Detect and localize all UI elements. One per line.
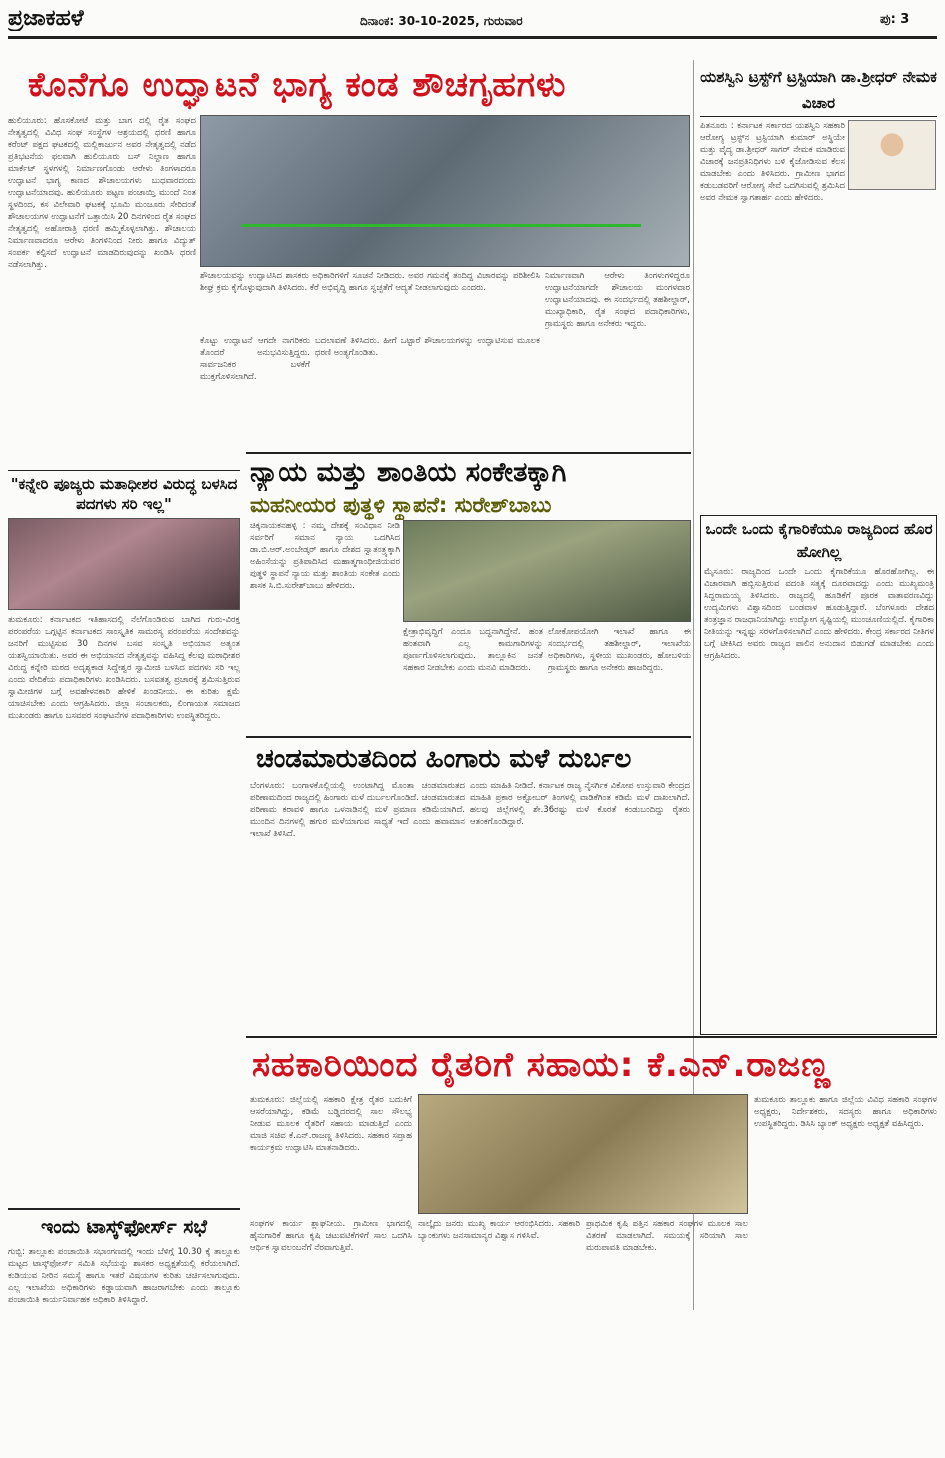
toilets-col2: ಶೌಚಾಲಯವನ್ನು ಉದ್ಘಾಟಿಸಿದ ಶಾಸಕರು ಅಧಿಕಾರಿಗಳಿಗೆ ಸೂಚನೆ ನೀಡಿದರು. ಅವರ ಗಮನಕ್ಕೆ ತಂದಿದ್ದ ವಿಚಾರವನ್ನು ಪರಿಶೀಲಿಸಿ ಶೀಘ್ರ ಕ್ರಮ ಕೈಗೊಳ್ಳುವುದಾಗಿ ತಿಳಿಸಿದರು. ಕೆರೆ ಅಭಿವೃದ್ಧಿ ಹಾಗೂ ಸ್ವಚ್ಛತೆಗೆ ಆದ್ಯತೆ ನೀಡಲಾಗುವುದು ಎಂದರು. [200,271,540,293]
monsoon-col1: ಬೆಂಗಳೂರು: ಬಂಗಾಳಕೊಲ್ಲಿಯಲ್ಲಿ ಉಂಟಾಗಿದ್ದ ಮೊಂತಾ ಚಂಡಮಾರುತದ ಪರಿಣಾಮದಿಂದ ರಾಜ್ಯದಲ್ಲಿ ಹಿಂಗಾರು ಮಳೆ ದುರ್ಬಲಗೊಂಡಿದೆ. ಚಂಡಮಾರುತದ ಪರಿಣಾಮ ಕರಾವಳಿ ಹಾಗೂ ಒಳನಾಡಿನಲ್ಲಿ ಮಳೆ ಪ್ರಮಾಣ ಕಡಿಮೆಯಾಗಿದೆ. ಮುಂದಿನ ದಿನಗಳಲ್ಲಿ ಹಗುರ ಮಳೆಯಾಗುವ ಸಾಧ್ಯತೆ ಇದೆ ಎಂದು ಹವಾಮಾನ ಇಲಾಖೆ ತಿಳಿಸಿದೆ. [250,781,465,839]
masthead-rule [8,36,937,39]
masthead-name: ಪ್ರಜಾಕಹಳೆ [8,6,84,31]
masthead-date: ದಿನಾಂಕ: 30-10-2025, ಗುರುವಾರ [360,14,523,28]
coop-col5: ತುಮಕೂರು ತಾಲ್ಲೂಕು ಹಾಗೂ ಜಿಲ್ಲೆಯ ವಿವಿಧ ಸಹಕಾರಿ ಸಂಘಗಳ ಅಧ್ಯಕ್ಷರು, ನಿರ್ದೇಶಕರು, ಸದಸ್ಯರು ಹಾಗೂ ಅಧಿಕಾರಿಗಳು ಉಪಸ್ಥಿತರಿದ್ದರು. ಡಿಸಿಸಿ ಬ್ಯಾಂಕ್ ಅಧ್ಯಕ್ಷರು ಅಧ್ಯಕ್ಷತೆ ವಹಿಸಿದ್ದರು. [754,1095,937,1129]
quote-rule [8,470,240,471]
industry-body: ಮೈಸೂರು: ರಾಜ್ಯದಿಂದ ಒಂದೇ ಒಂದು ಕೈಗಾರಿಕೆಯೂ ಹೊರಹೋಗಿಲ್ಲ. ಈ ವಿಚಾರವಾಗಿ ಹಬ್ಬಿಸುತ್ತಿರುವ ವದಂತಿ ಸತ್ಯಕ್ಕೆ ದೂರವಾದದ್ದು ಎಂದು ಮುಖ್ಯಮಂತ್ರಿ ಸಿದ್ದರಾಮಯ್ಯ ತಿಳಿಸಿದರು. ರಾಜ್ಯದಲ್ಲಿ ಹೂಡಿಕೆಗೆ ಪೂರಕ ವಾತಾವರಣವಿದ್ದು ಉದ್ಯಮಿಗಳು ವಿಶ್ವಾಸದಿಂದ ಬಂಡವಾಳ ಹೂಡುತ್ತಿದ್ದಾರೆ. ಬೆಂಗಳೂರು ದೇಶದ ತಂತ್ರಜ್ಞಾನ ರಾಜಧಾನಿಯಾಗಿದ್ದು ಉದ್ಯೋಗ ಸೃಷ್ಟಿಯಲ್ಲಿ ಮುಂಚೂಣಿಯಲ್ಲಿದೆ. ಕೈಗಾರಿಕಾ ನೀತಿಯನ್ನು ಇನ್ನಷ್ಟು ಸರಳಗೊಳಿಸಲಾಗಿದೆ ಎಂದು ಹೇಳಿದರು. ಕೇಂದ್ರ ಸರ್ಕಾರದ ನೀತಿಗಳ ಬಗ್ಗೆ ಟೀಕಿಸಿದ ಅವರು ರಾಜ್ಯದ ಪಾಲಿನ ಅನುದಾನ ಬಿಡುಗಡೆ ಮಾಡಬೇಕು ಎಂದು ಆಗ್ರಹಿಸಿದರು. [704,567,934,661]
coop-col3: ನಾಲ್ಕೈದು ಜನರು ಮುಖ್ಯ ಕಾರ್ಯ ಆರಂಭಿಸಿದರು. ಸಹಕಾರಿ ಬ್ಯಾಂಕುಗಳು ಜನಸಾಮಾನ್ಯರ ವಿಶ್ವಾಸ ಗಳಿಸಿವೆ. [418,1219,580,1241]
statue-ceremony-photo [403,520,691,622]
headline-monsoon: ಚಂಡಮಾರುತದಿಂದ ಹಿಂಗಾರು ಮಳೆ ದುರ್ಬಲ [256,744,632,774]
toilets-col1: ಹುಲಿಯೂರು: ಹೊಸಕೋಟೆ ಮತ್ತು ಬಾಗ ದಲ್ಲಿ ರೈತ ಸಂಘದ ನೇತೃತ್ವದಲ್ಲಿ ವಿವಿಧ ಸಂಘ ಸಂಸ್ಥೆಗಳ ಆಶ್ರಯದಲ್ಲಿ ಧರಣಿ ಹಾಗೂ ಕರೆಂಟ್ ಪಕ್ಷದ ಘಟಕದಲ್ಲಿ ಮಲ್ಲಿಕಾರ್ಜುನ ಅವರ ನೇತೃತ್ವದಲ್ಲಿ ನಡೆದ ಪ್ರತಿಭಟನೆಯ ಫಲವಾಗಿ ಹುಲಿಯೂರು ಬಸ್ ನಿಲ್ದಾಣ ಹಾಗೂ ಮಾರ್ಕೆಟ್ ಸ್ಥಳಗಳಲ್ಲಿ ನಿರ್ಮಾಣಗೊಂಡು ಆರೇಳು ತಿಂಗಳಾದರೂ ಉದ್ಘಾಟನೆ ಭಾಗ್ಯ ಕಾಣದ ಶೌಚಾಲಯಗಳು ಬುಧವಾರದಂದು ಉದ್ಘಾಟನೆಯಾದವು. ಹುಲಿಯೂರು ಪಟ್ಟಣ ಪಂಚಾಯ್ತಿ ಮುಂದೆ ನಿಂತ ಸ್ಥಳದಿಂದ, ಕಸ ವಿಲೇವಾರಿ ಘಟಕಕ್ಕೆ ಭೂಮಿ ಮಂಜೂರು ಸೇರಿದಂತೆ ಶೌಚಾಲಯಗಳ ಉದ್ಘಾಟನೆಗೆ ಒತ್ತಾಯಿಸಿ 20 ದಿನಗಳಿಂದ ರೈತ ಸಂಘದ ನೇತೃತ್ವದಲ್ಲಿ ಅಹೋರಾತ್ರಿ ಧರಣಿ ಹಮ್ಮಿಕೊಳ್ಳಲಾಗಿತ್ತು. ಶೌಚಾಲಯ ನಿರ್ಮಾಣವಾದರೂ ಆರೇಳು ತಿಂಗಳಿನಿಂದ ನೀರು ಹಾಗೂ ವಿದ್ಯುತ್ ಸಂಪರ್ಕ ಕಲ್ಪಿಸದೆ ಉದ್ಘಾಟನೆ ಮಾಡದಿರುವುದನ್ನು ಖಂಡಿಸಿ ಧರಣಿ ನಡೆಸಲಾಗಿತ್ತು. [8,116,196,270]
page-number: ಪು: 3 [880,12,910,27]
trust-rule [700,116,937,117]
statue-col1: ಚಿಕ್ಕನಾಯಕನಹಳ್ಳಿ : ನಮ್ಮ ದೇಶಕ್ಕೆ ಸಂವಿಧಾನ ನೀಡಿ ಸರ್ವರಿಗೆ ಸಮಾನ ನ್ಯಾಯ ಒದಗಿಸಿದ ಡಾ.ಬಿ.ಆರ್.ಅಂಬೇಡ್ಕರ್ ಹಾಗೂ ದೇಶದ ಸ್ವಾತಂತ್ರ್ಯಕ್ಕಾಗಿ ಅಹಿಂಸೆಯನ್ನು ಪ್ರತಿಪಾದಿಸಿದ ಮಹಾತ್ಮಗಾಂಧೀಜಿಯವರ ಪುತ್ಥಳಿ ಸ್ಥಾಪನೆ ನ್ಯಾಯ ಮತ್ತು ಶಾಂತಿಯ ಸಂಕೇತ ಎಂದು ಶಾಸಕ ಸಿ.ಬಿ.ಸುರೇಶ್‌ಬಾಬು ಹೇಳಿದರು. [250,521,400,591]
toilets-col5: ನಿರ್ಮಾಣವಾಗಿ ಆರೇಳು ತಿಂಗಳುಗಳಿದ್ದರೂ ಉದ್ಘಾಟನೆಯಾಗದೇ ಶೌಚಾಲಯ ಮಂಗಳವಾರ ಉದ್ಘಾಟನೆಯಾದವು. ಈ ಸಂದರ್ಭದಲ್ಲಿ ತಹಶೀಲ್ದಾರ್, ಮುಖ್ಯಾಧಿಕಾರಿ, ರೈತ ಸಂಘದ ಪದಾಧಿಕಾರಿಗಳು, ಗ್ರಾಮಸ್ಥರು ಹಾಗೂ ಅನೇಕರು ಇದ್ದರು. [545,271,690,329]
trust-body [700,120,937,490]
taskforce-rule [8,1208,240,1210]
coop-event-photo [418,1094,748,1214]
headline-quote: "ಕನ್ನೇರಿ ಪೂಜ್ಯರು ಮತಾಧೀಶರ ವಿರುದ್ಧ ಬಳಸಿದ ಪದಗಳು ಸರಿ ಇಲ್ಲ" [10,475,238,513]
coop-rule [246,1036,937,1038]
headline-statue-1: ನ್ಯಾಯ ಮತ್ತು ಶಾಂತಿಯ ಸಂಕೇತಕ್ಕಾಗಿ [250,457,567,488]
headline-taskforce: ಇಂದು ಟಾಸ್ಕ್‌ಫೋರ್ಸ್ ಸಭೆ [40,1216,208,1238]
statue-col2: ಕ್ಷೇತ್ರಾಭಿವೃದ್ಧಿಗೆ ಎಂದೂ ಬದ್ಧನಾಗಿದ್ದೇನೆ. ಹಂತ ಹಂತವಾಗಿ ಎಲ್ಲ ಕಾಮಗಾರಿಗಳನ್ನು ಪೂರ್ಣಗೊಳಿಸಲಾಗುವುದು. ತಾಲ್ಲೂಕಿನ ಜನತೆ ಸಹಕಾರ ನೀಡಬೇಕು ಎಂದು ಮನವಿ ಮಾಡಿದರು. [403,627,543,673]
ribbon-shape [241,224,641,227]
monsoon-rule [246,736,691,738]
headline-statue-2: ಮಹನೀಯರ ಪುತ್ಥಳಿ ಸ್ಥಾಪನೆ: ಸುರೇಶ್‌ಬಾಬು [250,493,552,517]
headline-toilets: ಕೊನೆಗೂ ಉದ್ಘಾಟನೆ ಭಾಗ್ಯ ಕಂಡ ಶೌಚಗೃಹಗಳು [28,65,567,105]
quote-event-photo [8,518,240,610]
statue-col3: ಲೋಕೋಪಯೋಗಿ ಇಲಾಖೆ ಹಾಗೂ ಈ ಸಂದರ್ಭದಲ್ಲಿ ತಹಶೀಲ್ದಾರ್, ಇಲಾಖೆಯ ಅಧಿಕಾರಿಗಳು, ಸ್ಥಳೀಯ ಮುಖಂಡರು, ಹೋಬಳಿಯ ಗ್ರಾಮಸ್ಥರು ಹಾಗೂ ಅನೇಕರು ಹಾಜರಿದ್ದರು. [548,627,691,673]
coop-col4: ಪ್ರಾಥಮಿಕ ಕೃಷಿ ಪತ್ತಿನ ಸಹಕಾರ ಸಂಘಗಳ ಮೂಲಕ ಸಾಲ ವಿತರಣೆ ಮಾಡಲಾಗಿದೆ. ಸಮಯಕ್ಕೆ ಸರಿಯಾಗಿ ಸಾಲ ಮರುಪಾವತಿ ಮಾಡಬೇಕು. [586,1219,748,1253]
coop-col2: ಸಂಘಗಳ ಕಾರ್ಯ ಶ್ಲಾಘನೀಯ. ಗ್ರಾಮೀಣ ಭಾಗದಲ್ಲಿ ಹೈನುಗಾರಿಕೆ ಹಾಗೂ ಕೃಷಿ ಚಟುವಟಿಕೆಗಳಿಗೆ ಸಾಲ ಒದಗಿಸಿ ಆರ್ಥಿಕ ಸ್ವಾವಲಂಬನೆಗೆ ನೆರವಾಗುತ್ತಿವೆ. [250,1219,412,1253]
statue-rule [246,452,691,454]
taskforce-body: ಗುಬ್ಬಿ: ತಾಲ್ಲೂಕು ಪಂಚಾಯಿತಿ ಸಭಾಂಗಣದಲ್ಲಿ ಇಂದು ಬೆಳಿಗ್ಗೆ 10.30 ಕ್ಕೆ ತಾಲ್ಲೂಕು ಮಟ್ಟದ ಟಾಸ್ಕ್‌ಫೋರ್ಸ್ ಸಮಿತಿ ಸಭೆಯನ್ನು ಶಾಸಕರ ಅಧ್ಯಕ್ಷತೆಯಲ್ಲಿ ಕರೆಯಲಾಗಿದೆ. ಕುಡಿಯುವ ನೀರಿನ ಸಮಸ್ಯೆ ಹಾಗೂ ಇತರೆ ವಿಷಯಗಳ ಕುರಿತು ಚರ್ಚಿಸಲಾಗುವುದು. ಎಲ್ಲ ಇಲಾಖೆಯ ಅಧಿಕಾರಿಗಳು ಕಡ್ಡಾಯವಾಗಿ ಹಾಜರಾಗಬೇಕು ಎಂದು ತಾಲ್ಲೂಕು ಪಂಚಾಯಿತಿ ಕಾರ್ಯನಿರ್ವಾಹಕ ಅಧಿಕಾರಿ ತಿಳಿಸಿದ್ದಾರೆ. [8,1247,240,1305]
portrait-spacer [845,120,937,192]
toilets-col3: ಕೊಟ್ಟು ಉದ್ಘಾಟನೆ ಆಗದೇ ನಾಗರಿಕರು ತೊಂದರೆ ಅನುಭವಿಸುತ್ತಿದ್ದರು. ಸಾರ್ವಜನಿಕರ ಬಳಕೆಗೆ ಮುಕ್ತಗೊಳಿಸಲಾಗಿದೆ. [200,336,310,382]
coop-col1: ತುಮಕೂರು: ಜಿಲ್ಲೆಯಲ್ಲಿ ಸಹಕಾರಿ ಕ್ಷೇತ್ರ ರೈತರ ಬದುಕಿಗೆ ಆಸರೆಯಾಗಿದ್ದು, ಕಡಿಮೆ ಬಡ್ಡಿದರದಲ್ಲಿ ಸಾಲ ಸೌಲಭ್ಯ ನೀಡುವ ಮೂಲಕ ರೈತರಿಗೆ ಸಹಾಯ ಮಾಡುತ್ತಿದೆ ಎಂದು ಮಾಜಿ ಸಚಿವ ಕೆ.ಎನ್.ರಾಜಣ್ಣ ತಿಳಿಸಿದರು. ಸಹಕಾರ ಸಪ್ತಾಹ ಕಾರ್ಯಕ್ರಮ ಉದ್ಘಾಟಿಸಿ ಮಾತನಾಡಿದರು. [250,1095,412,1153]
headline-trust: ಯಶಸ್ವಿನಿ ಟ್ರಸ್ಟ್‌ಗೆ ಟ್ರಸ್ಟಿಯಾಗಿ ಡಾ.ಶ್ರೀಧರ್ ನೇಮಕ ವಿಚಾರ [700,68,937,112]
toilets-col4: ಬದಲಾವಣೆ ತಿಳಿಸಿದರು. ಹೀಗೆ ಒಟ್ಟಾರೆ ಶೌಚಾಲಯಗಳನ್ನು ಉದ್ಘಾಟಿಸುವ ಮೂಲಕ ಧರಣಿ ಅಂತ್ಯಗೊಂಡಿತು. [315,336,540,358]
quote-body: ತುಮಕೂರು: ಕರ್ನಾಟಕದ ಇತಿಹಾಸದಲ್ಲಿ ನೆಲೆಗೊಂಡಿರುವ ಬಾಗಿದ ಗುರು-ವಿರಕ್ತ ಪರಂಪರೆಯ ಒಗ್ಗಟ್ಟಿನ ಕರ್ನಾಟಕದ ಸಾಂಸ್ಕೃತಿಕ ಸಾಮರಸ್ಯ ಪರಂಪರೆಯ ಸಂದೇಶವನ್ನು ಜನರಿಗೆ ಮುಟ್ಟಿಸುವ 30 ದಿನಗಳ ಬಸವ ಸಂಸ್ಕೃತಿ ಅಭಿಯಾನ ಅತ್ಯಂತ ಯಶಸ್ವಿಯಾಯಿತು. ಅವರ ಈ ಅಭಿಯಾನದ ನೇತೃತ್ವವನ್ನು ವಹಿಸಿದ್ದ ಕೆಲವು ಮಠಾಧೀಶರ ವಿರುದ್ಧ ಕನ್ನೇರಿ ಮಠದ ಅದೃಶ್ಯಕಾಡ ಸಿದ್ದೇಶ್ವರ ಸ್ವಾಮೀಜಿ ಬಳಸಿದ ಪದಗಳು ಸರಿ ಇಲ್ಲ ಎಂದು ವೇದಿಕೆಯ ಪದಾಧಿಕಾರಿಗಳು ಖಂಡಿಸಿದರು. ಬಸವತತ್ವ ಪ್ರಚಾರಕ್ಕೆ ಶ್ರಮಿಸುತ್ತಿರುವ ಸ್ವಾಮೀಜಿಗಳ ಬಗ್ಗೆ ಅವಹೇಳನಕಾರಿ ಹೇಳಿಕೆ ಖಂಡನೀಯ. ಈ ಕುರಿತು ಕ್ಷಮೆ ಯಾಚಿಸಬೇಕು ಎಂದು ಆಗ್ರಹಿಸಿದರು. ಜಿಲ್ಲಾ ಸಂಚಾಲಕರು, ಲಿಂಗಾಯತ ಸಮಾಜದ ಮುಖಂಡರು ಹಾಗೂ ಬಸವಪರ ಸಂಘಟನೆಗಳ ಪದಾಧಿಕಾರಿಗಳು ಉಪಸ್ಥಿತರಿದ್ದರು. [8,615,240,721]
toilets-inauguration-photo [200,115,690,267]
headline-coop: ಸಹಕಾರಿಯಿಂದ ರೈತರಿಗೆ ಸಹಾಯ: ಕೆ.ಎನ್.ರಾಜಣ್ಣ [252,1045,832,1085]
trust-body-text: ಪಿತನೂರು : ಕರ್ನಾಟಕ ಸರ್ಕಾರದ ಯಶಸ್ವಿನಿ ಸಹಕಾರಿ ಆರೋಗ್ಯ ಟ್ರಸ್ಟ್‌ನ ಟ್ರಸ್ಟಿಯಾಗಿ ಕುಮಾರ್ ಅಸ್ಥಿಯೇ ಮತ್ತು ವೈದ್ಯ ಡಾ.ಶ್ರೀಧರ್ ಸಾಗರ್ ನೇಮಕ ಮಾಡಿರುವ ವಿಚಾರಕ್ಕೆ ಜನಪ್ರತಿನಿಧಿಗಳು ಬಳಿ ಕೈಜೋಡಿಸುವ ಕೆಲಸ ಮಾಡಬೇಕು ಎಂದು ತಿಳಿಸಿದರು. ಗ್ರಾಮೀಣ ಭಾಗದ ಕಡುಬಡವರಿಗೆ ಆರೋಗ್ಯ ಸೇವೆ ಒದಗಿಸುವಲ್ಲಿ ಶ್ರಮಿಸಿದ ಅವರ ನೇಮಕ ಸ್ವಾಗತಾರ್ಹ ಎಂದು ಹೇಳಿದರು. [700,121,845,203]
monsoon-col2: ಎಂದು ಮಾಹಿತಿ ನೀಡಿದೆ. ಕರ್ನಾಟಕ ರಾಜ್ಯ ನೈಸರ್ಗಿಕ ವಿಕೋಪ ಉಸ್ತುವಾರಿ ಕೇಂದ್ರದ ಮಾಹಿತಿ ಪ್ರಕಾರ ಅಕ್ಟೋಬರ್ ತಿಂಗಳಲ್ಲಿ ವಾಡಿಕೆಗಿಂತ ಕಡಿಮೆ ಮಳೆ ದಾಖಲಾಗಿದೆ. ಹಲವು ಜಿಲ್ಲೆಗಳಲ್ಲಿ ಶೇ.36ರಷ್ಟು ಮಳೆ ಕೊರತೆ ಕಂಡುಬಂದಿದ್ದು ರೈತರು ಆತಂಕಗೊಂಡಿದ್ದಾರೆ. [470,781,690,827]
headline-industry: ಒಂದೇ ಒಂದು ಕೈಗಾರಿಕೆಯೂ ರಾಜ್ಯದಿಂದ ಹೊರ ಹೋಗಿಲ್ಲ [705,520,933,561]
